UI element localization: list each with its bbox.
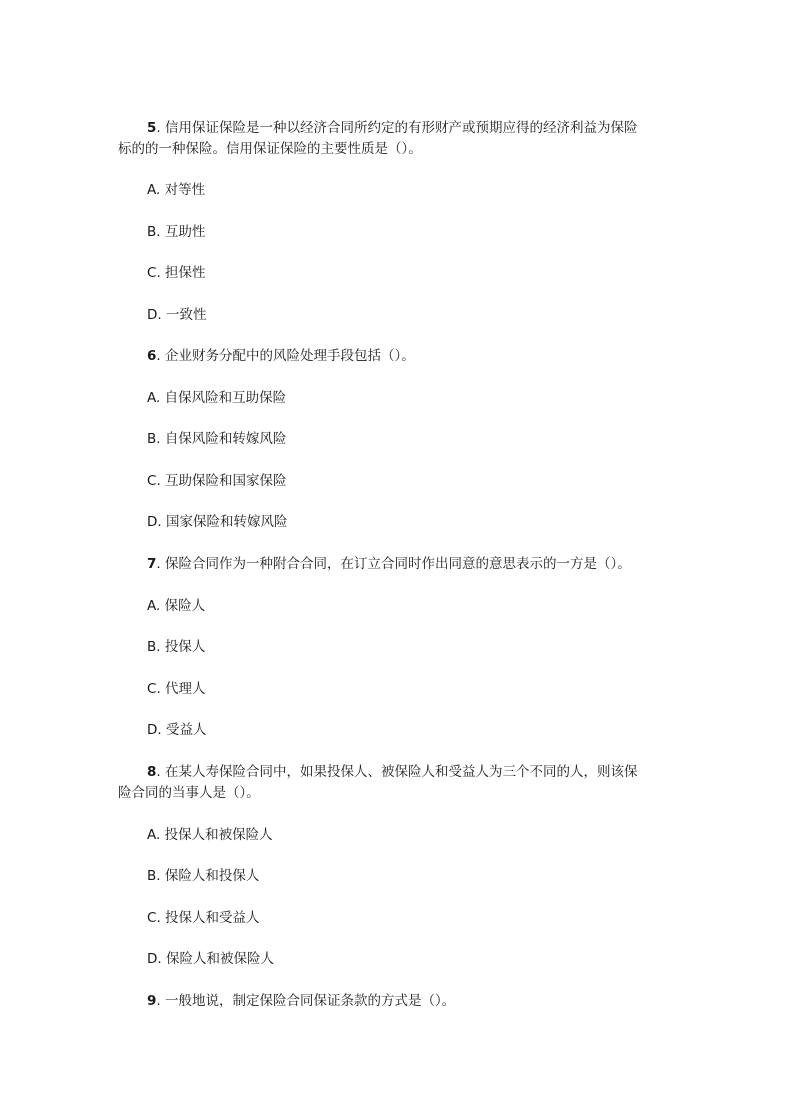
question-text: 标的的一种保险。信用保证保险的主要性质是（）。	[118, 141, 422, 157]
question-7-option-a: A. 保险人	[147, 598, 206, 614]
question-5-option-c: C. 担保性	[147, 265, 206, 281]
question-text: 信用保证保险是一种以经济合同所约定的有形财产或预期应得的经济利益为保险	[165, 120, 638, 136]
question-8-option-c: C. 投保人和受益人	[147, 910, 260, 926]
question-5-option-a: A. 对等性	[147, 182, 206, 198]
question-number: 6	[147, 348, 157, 364]
question-5-option-b: B. 互助性	[147, 224, 206, 240]
question-7-option-c: C. 代理人	[147, 681, 206, 697]
question-6-option-d: D. 国家保险和转嫁风险	[147, 514, 288, 530]
question-8-line-2	[118, 783, 678, 804]
question-text: 险合同的当事人是（）。	[118, 785, 260, 801]
question-5-line-2	[118, 139, 678, 160]
question-7-option-d: D. 受益人	[147, 722, 207, 738]
question-8-option-d: D. 保险人和被保险人	[147, 951, 274, 967]
question-number: 8	[147, 764, 157, 780]
question-6-option-c: C. 互助保险和国家保险	[147, 473, 287, 489]
question-7-line-1: 7. 保险合同作为一种附合合同，在订立合同时作出同意的意思表示的一方是（）。	[147, 556, 631, 572]
question-text: 在某人寿保险合同中，如果投保人、被保险人和受益人为三个不同的人，则该保	[165, 764, 638, 780]
question-6-option-a: A. 自保风险和互助保险	[147, 390, 287, 406]
question-8-option-a: A. 投保人和被保险人	[147, 827, 273, 843]
question-number: 7	[147, 556, 157, 572]
question-9-line-1: 9. 一般地说，制定保险合同保证条款的方式是（）。	[147, 993, 456, 1009]
question-7-option-b: B. 投保人	[147, 639, 206, 655]
question-5-line-1: 5. 信用保证保险是一种以经济合同所约定的有形财产或预期应得的经济利益为保险	[147, 120, 638, 136]
question-text: 一般地说，制定保险合同保证条款的方式是（）。	[165, 993, 456, 1009]
question-number: 5	[147, 120, 157, 136]
question-8-option-b: B. 保险人和投保人	[147, 868, 260, 884]
question-text: 保险合同作为一种附合合同，在订立合同时作出同意的意思表示的一方是（）。	[165, 556, 631, 572]
question-8-line-1: 8. 在某人寿保险合同中，如果投保人、被保险人和受益人为三个不同的人，则该保	[147, 764, 638, 780]
question-number: 9	[147, 993, 157, 1009]
question-6-option-b: B. 自保风险和转嫁风险	[147, 431, 287, 447]
question-5-option-d: D. 一致性	[147, 307, 207, 323]
question-6-line-1: 6. 企业财务分配中的风险处理手段包括（）。	[147, 348, 415, 364]
question-text: 企业财务分配中的风险处理手段包括（）。	[165, 348, 415, 364]
